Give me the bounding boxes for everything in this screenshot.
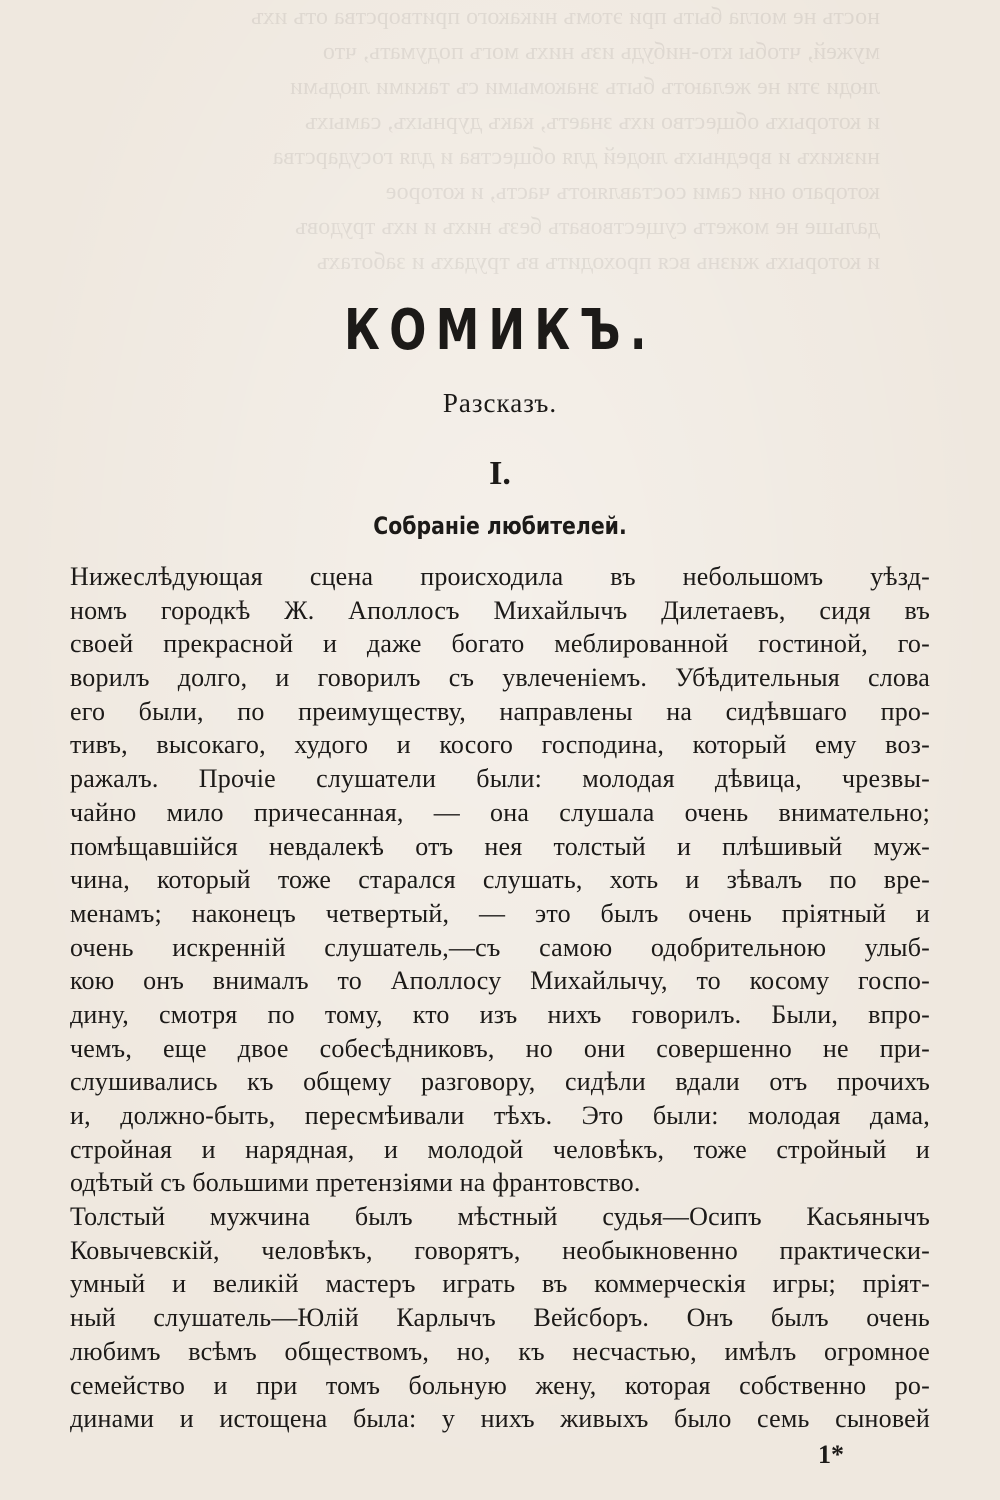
text-line: любимъ всѣмъ обществомъ, но, къ несчастью, имѣлъ огромное	[70, 1336, 930, 1366]
text-line: ворилъ долго, и говорилъ съ увлеченіемъ. Убѣдительныя слова	[70, 663, 930, 693]
text-line: Нижеслѣдующая сцена происходила въ небольшомъ уѣзд-	[70, 562, 930, 591]
text-line: и, должно-быть, пересмѣивали тѣхъ. Это были: молодая дама,	[70, 1101, 930, 1130]
text-line: помѣщавшійся невдалекѣ отъ нея толстый и плѣшивый муж-	[70, 831, 930, 861]
text-line: очень искренній слушатель,—съ самою одобрительною улыб-	[70, 932, 930, 962]
bleed-line: дальше не можетъ существовать безъ нихъ и ихъ трудовъ	[295, 214, 880, 240]
text-line: ный слушатель—Юлій Карлычъ Вейсборъ. Онъ былъ очень	[70, 1303, 930, 1333]
text-line: тивъ, высокаго, худого и косого господина, который ему воз-	[70, 730, 930, 760]
bleed-line: мужей, чтобы кто-нибудь изъ нихъ могъ подумать, что	[322, 39, 880, 65]
bleed-line: люди эти не желаютъ быть знакомыми съ такими людьми	[290, 74, 880, 100]
text-line: слушивались къ общему разговору, сидѣли вдали отъ прочихъ	[70, 1067, 930, 1097]
chapter-title: Собраніе любителей.	[373, 512, 627, 540]
bleed-line: и которыхъ жизнь вся проходитъ въ трудахъ и заботахъ	[316, 249, 880, 275]
text-line: чина, который тоже старался слушать, хоть и зѣвалъ по вре-	[70, 865, 930, 895]
text-line: своей прекрасной и даже богато меблированной гостиной, го-	[70, 629, 930, 659]
text-line: Ковычевскій, человѣкъ, говорятъ, необыкновенно практически-	[70, 1235, 930, 1265]
story-subtitle: Разсказъ.	[442, 388, 558, 418]
bleed-line: ность не могла быть при этомъ никакого притворства отъ ихъ	[251, 4, 880, 30]
chapter-number: I.	[489, 455, 511, 492]
text-line: стройная и нарядная, и молодой человѣкъ, тоже стройный и	[70, 1134, 930, 1164]
text-line: его были, по преимуществу, направлены на сидѣвшаго про-	[70, 696, 930, 726]
bleed-line: низкихъ и вредныхъ людей для общества и для государства	[272, 144, 880, 170]
text-line: динами и истощена была: у нихъ живыхъ было семь сыновей	[70, 1404, 930, 1434]
text-line: менамъ; наконецъ четвертый, — это былъ очень пріятный и	[70, 898, 930, 928]
text-line: кою онъ внималъ то Аполлосу Михайлычу, то косому госпо-	[70, 966, 930, 996]
text-line: номъ городкѣ Ж. Аполлосъ Михайлычъ Дилетаевъ, сидя въ	[70, 595, 930, 625]
bleed-line: и которыхъ общество ихъ знаетъ, какъ дурныхъ, самыхъ	[305, 109, 880, 135]
body-text	[70, 560, 930, 1436]
text-line: семейство и при томъ больную жену, которая собственно ро-	[70, 1370, 930, 1400]
text-line: чайно мило причесанная, — она слушала очень внимательно;	[70, 797, 930, 827]
text-line: ражалъ. Прочіе слушатели были: молодая дѣвица, чрезвы-	[70, 764, 930, 794]
text-line: чемъ, еще двое собесѣдниковъ, но они совершенно не при-	[70, 1033, 930, 1063]
text-line: Толстый мужчина былъ мѣстный судья—Осипъ Касьянычъ	[70, 1202, 930, 1232]
text-line: одѣтый съ большими претензіями на франтовство.	[70, 1168, 641, 1198]
story-title: КОМИКЪ.	[344, 298, 656, 363]
bleed-line: котораго они сами составляютъ часть, и которое	[385, 179, 880, 205]
page-number: 1*	[818, 1440, 844, 1469]
bleed-through-text	[0, 0, 1000, 300]
text-line: дину, смотря по тому, кто изъ нихъ говорилъ. Были, впро-	[70, 999, 930, 1029]
text-line: умный и великій мастеръ играть въ коммерческія игры; пріят-	[70, 1269, 930, 1299]
